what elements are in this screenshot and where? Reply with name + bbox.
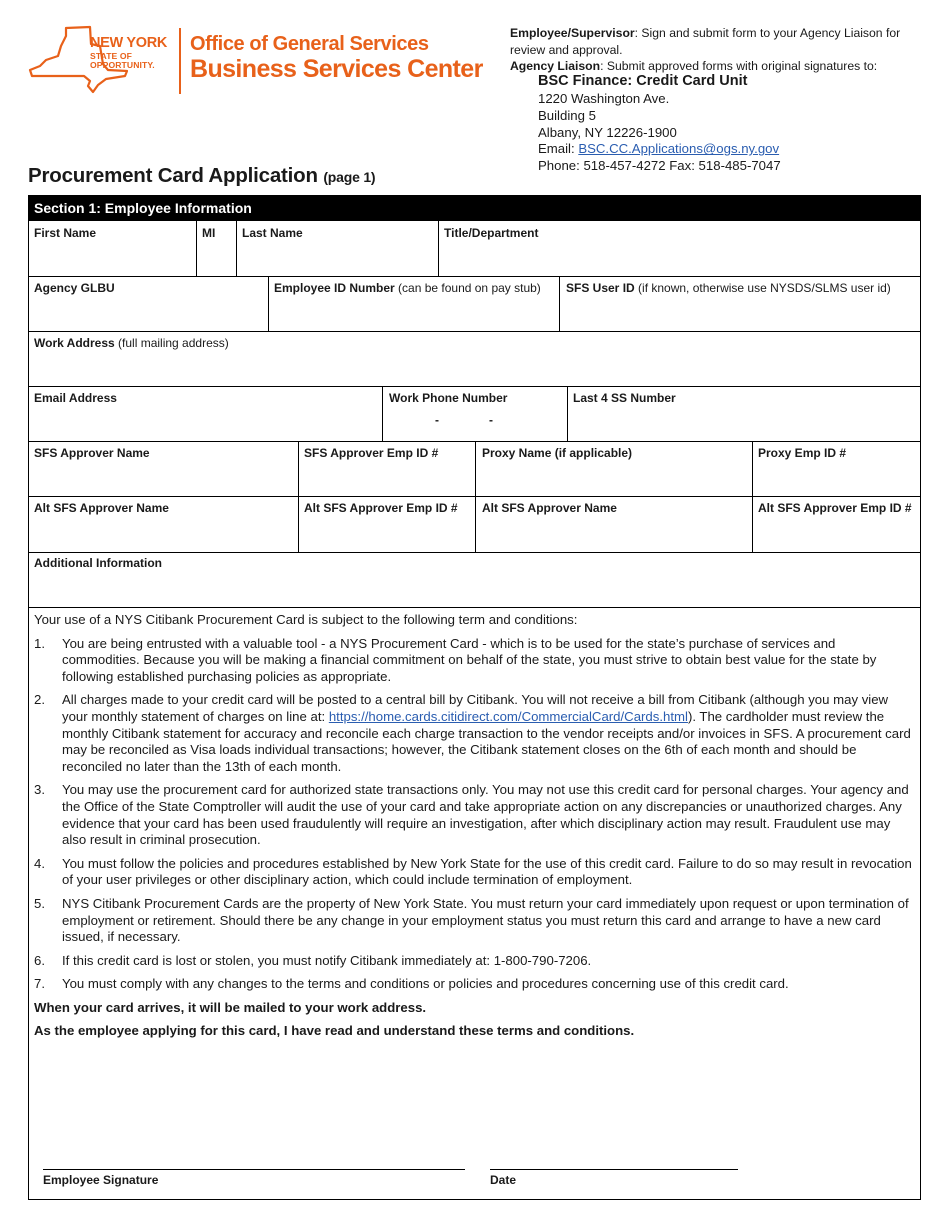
- logo-text: [90, 36, 167, 70]
- terms-item-text: NYS Citibank Procurement Cards are the property of New York State. You must return your card immediately upon request or upon termination of employment or retirement. Should there be any change in your employment status you must return this card and arrange to have a new card issued, if necessary.: [62, 895, 909, 945]
- org-name: Office of General Services: [190, 33, 429, 55]
- title-main: Procurement Card Application: [28, 164, 318, 187]
- alt-sfs-approver-id-label: Alt SFS Approver Emp ID #: [304, 501, 458, 515]
- nys-logo: [28, 24, 188, 100]
- proxy-name-label: Proxy Name (if applicable): [482, 446, 633, 460]
- first-name-field[interactable]: [34, 226, 96, 240]
- terms-item-text: If this credit card is lost or stolen, you must notify Citibank immediately at: 1-800-790-7206.: [62, 952, 592, 968]
- first-name-label: First Name: [34, 226, 97, 240]
- liaison-label: Agency Liaison: [510, 59, 601, 73]
- header-divider: [179, 28, 181, 94]
- terms-item: [34, 976, 916, 993]
- date-label: Date: [490, 1173, 517, 1187]
- acknowledgement: As the employee applying for this card, I have read and understand these terms and conditions.: [34, 1023, 635, 1039]
- liaison-text: : Submit approved forms with original signatures to:: [600, 59, 878, 73]
- employee-id-note: (can be found on pay stub): [394, 281, 541, 295]
- terms-item-number: 1.: [34, 635, 45, 651]
- col-divider: [196, 221, 197, 276]
- work-address-field[interactable]: [34, 336, 229, 350]
- col-divider: [559, 276, 560, 331]
- mi-field[interactable]: [202, 226, 215, 240]
- email-address-field[interactable]: [34, 391, 117, 405]
- section1-header: Section 1: Employee Information: [28, 195, 921, 221]
- supervisor-text: : Sign and submit form to your Agency Liaison for review and approval.: [510, 26, 901, 57]
- last4-ss-label: Last 4 SS Number: [573, 391, 676, 405]
- terms-and-conditions: [34, 612, 916, 1047]
- sfs-user-id-field[interactable]: [566, 281, 891, 295]
- col-divider: [475, 441, 476, 552]
- org-center-name: Business Services Center: [190, 55, 483, 83]
- terms-item: [34, 692, 916, 775]
- col-divider: [298, 441, 299, 552]
- terms-item: [34, 953, 916, 970]
- address-email-line: [538, 141, 938, 158]
- email-address-label: Email Address: [34, 391, 117, 405]
- terms-item-number: 5.: [34, 895, 45, 911]
- row-divider: [28, 276, 921, 277]
- work-address-label: Work Address: [34, 336, 115, 350]
- address-phone: Phone: 518-457-4272 Fax: 518-485-7047: [538, 158, 781, 174]
- terms-item-text: ). The cardholder must review the monthly Citibank statement for accuracy and reconcile each charge transaction to the vendor receipts and/or invoices in SFS. A procurement card may be reconciled as Visa loads individual transactions; however, the Citibank statement closes on the 6th of each month and should be reconciled no later than the 13th of each month.: [62, 708, 911, 774]
- terms-item-number: 6.: [34, 952, 45, 968]
- address-city: Albany, NY 12226-1900: [538, 124, 677, 140]
- col-divider: [236, 221, 237, 276]
- terms-item: [34, 782, 916, 848]
- terms-item-text: You must follow the policies and procedures established by New York State for the use of this credit card. Failure to do so may result in revocation of your user privileges or other disciplinary action, which could include termination of employment.: [62, 855, 912, 888]
- sfs-approver-name-field[interactable]: [34, 446, 150, 460]
- address-unit: BSC Finance: Credit Card Unit: [538, 73, 748, 89]
- col-divider: [567, 386, 568, 441]
- additional-info-label: Additional Information: [34, 556, 162, 570]
- logo-line-opportunity: OPPORTUNITY.: [90, 60, 155, 71]
- email-link[interactable]: BSC.CC.Applications@ogs.ny.gov: [578, 141, 780, 157]
- title-department-field[interactable]: [444, 226, 538, 240]
- alt-sfs-approver-name-field-2[interactable]: [482, 501, 617, 515]
- employee-id-field[interactable]: [274, 281, 541, 295]
- mailing-address: [538, 72, 938, 175]
- last4-ss-field[interactable]: [573, 391, 676, 405]
- agency-glbu-field[interactable]: [34, 281, 115, 295]
- terms-item-number: 2.: [34, 692, 45, 708]
- logo-line-new-york: NEW YORK: [90, 35, 168, 51]
- terms-item-text: You are being entrusted with a valuable tool - a NYS Procurement Card - which is to be used for the state’s purchase of services and commodities. Because you will be making a financial commitment on behalf of the state, you must strive to obtain best value for the state by following established purchasing policies as appropriate.: [62, 635, 877, 684]
- sfs-user-id-note: (if known, otherwise use NYSDS/SLMS user id): [634, 281, 891, 295]
- work-phone-label: Work Phone Number: [389, 391, 508, 405]
- terms-item-number: 7.: [34, 976, 45, 992]
- row-divider: [28, 552, 921, 553]
- terms-item: [34, 896, 916, 946]
- col-divider: [752, 441, 753, 552]
- agency-glbu-label: Agency GLBU: [34, 281, 115, 295]
- title-department-label: Title/Department: [444, 226, 539, 240]
- terms-item-number: 3.: [34, 782, 45, 798]
- last-name-label: Last Name: [242, 226, 303, 240]
- email-label: Email:: [538, 141, 579, 157]
- mi-label: MI: [202, 226, 216, 240]
- last-name-field[interactable]: [242, 226, 303, 240]
- title-page-number: (page 1): [323, 169, 376, 185]
- employee-signature-line[interactable]: [43, 1169, 465, 1170]
- alt-sfs-approver-name-label: Alt SFS Approver Name: [34, 501, 169, 515]
- sfs-approver-id-field[interactable]: [304, 446, 438, 460]
- address-building: Building 5: [538, 107, 596, 123]
- col-divider: [268, 276, 269, 331]
- row-divider: [28, 386, 921, 387]
- terms-intro: Your use of a NYS Citibank Procurement Card is subject to the following term and conditions:: [34, 612, 578, 627]
- row-divider: [28, 607, 921, 608]
- terms-item: [34, 636, 916, 686]
- employee-id-label: Employee ID Number: [274, 281, 395, 295]
- sfs-user-id-label: SFS User ID: [566, 281, 635, 295]
- alt-sfs-approver-name-label-2: Alt SFS Approver Name: [482, 501, 617, 515]
- citidirect-link[interactable]: https://home.cards.citidirect.com/CommercialCard/Cards.html: [328, 708, 688, 724]
- row-divider: [28, 331, 921, 332]
- terms-item-text: You must comply with any changes to the terms and conditions or policies and procedures concerning use of this credit card.: [62, 976, 789, 992]
- work-address-note: (full mailing address): [114, 336, 229, 350]
- alt-sfs-approver-id-field[interactable]: [304, 501, 458, 515]
- logo-line-state-of: STATE OF: [90, 50, 133, 61]
- alt-sfs-approver-id-field-2[interactable]: [758, 501, 912, 515]
- additional-info-field[interactable]: [34, 556, 162, 570]
- terms-list: [34, 636, 916, 993]
- proxy-id-label: Proxy Emp ID #: [758, 446, 847, 460]
- submission-instructions: [510, 25, 930, 75]
- date-line[interactable]: [490, 1169, 738, 1170]
- proxy-id-field[interactable]: [758, 446, 846, 460]
- col-divider: [382, 386, 383, 441]
- sfs-approver-name-label: SFS Approver Name: [34, 446, 150, 460]
- phone-separator: -: [435, 413, 439, 427]
- employee-signature-label: Employee Signature: [43, 1173, 159, 1187]
- address-street: 1220 Washington Ave.: [538, 91, 670, 106]
- page-title: [28, 164, 375, 188]
- alt-sfs-approver-name-field[interactable]: [34, 501, 169, 515]
- col-divider: [438, 221, 439, 276]
- supervisor-label: Employee/Supervisor: [510, 26, 635, 40]
- phone-separator: -: [489, 413, 493, 427]
- terms-item: [34, 856, 916, 889]
- terms-item-text: All charges made to your credit card will be posted to a central bill by Citibank. You will not receive a bill from Citibank (although you may view your monthly statement of charges on line at:: [62, 692, 889, 724]
- work-phone-field[interactable]: [389, 391, 507, 405]
- terms-item-text: You may use the procurement card for authorized state transactions only. You may not use this credit card for personal charges. Your agency and the Office of the State Comptroller will audit the use of your card and take appropriate action on any discrepancies or unauthorized charges. Any evidence that your card has been used fraudulently will require an investigation, after which disciplinary action may result. Fraudulent use may also result in criminal prosecution.: [62, 782, 909, 848]
- mail-note: When your card arrives, it will be mailed to your work address.: [34, 999, 427, 1015]
- proxy-name-field[interactable]: [482, 446, 632, 460]
- alt-sfs-approver-id-label-2: Alt SFS Approver Emp ID #: [758, 501, 912, 515]
- terms-item-number: 4.: [34, 855, 45, 871]
- sfs-approver-id-label: SFS Approver Emp ID #: [304, 446, 439, 460]
